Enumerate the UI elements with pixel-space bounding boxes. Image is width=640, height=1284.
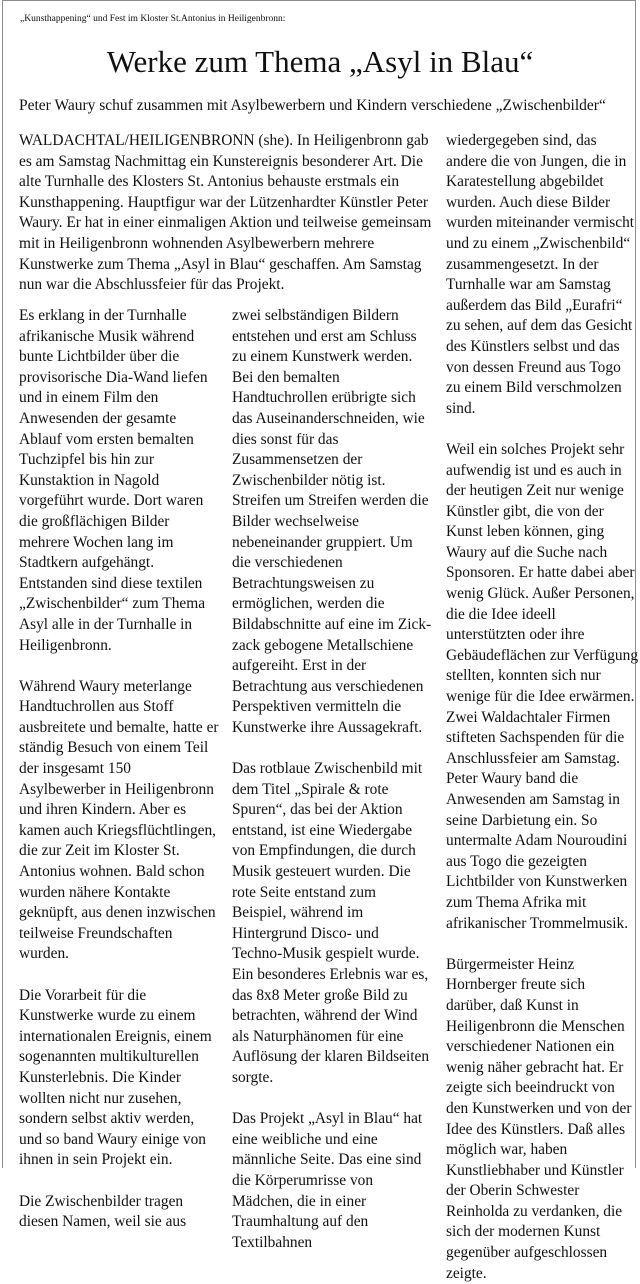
paragraph: Weil ein solches Projekt sehr aufwendig ist und es auch in der heutigen Zeit nur wenige Künstler gibt, die von der Kunst leben können, ging Waury auf die Suche nach Sponsoren. Er hatte dabei aber wenig Glück. Außer Personen, die die Idee ideell unterstützten oder ihre Gebäudeflächen zur Verfügung stellten, konnten sich nur wenige für die Idee erwärmen. Zwei Waldachtaler Firmen stifteten Sachspenden für die Anschlussfeier am Samstag. Peter Waury band die Anwesenden am Samstag in seine Darbietung ein. So untermalte Adam Nouroudini aus Togo die gezeigten Lichtbilder von Kunstwerken zum Thema Afrika mit afrikanischer Trommelmusik. [446,440,639,932]
article-subheadline: Peter Waury schuf zusammen mit Asylbewerbern und Kindern verschiedene „Zwischenbilder“ [19,97,606,114]
column-3 [446,131,638,1284]
paragraph: Die Vorarbeit für die Kunstwerke wurde zu einem internationalen Ereignis, einem sogenannten multikulturellen Kunsterlebnis. Die Kinder wollten nicht nur zusehen, sondern selbst aktiv werden, und so band Waury einige von ihnen in sein Projekt ein. [19,986,212,1169]
column-2 [232,306,432,1253]
paragraph: Es erklang in der Turnhalle afrikanische Musik während bunte Lichtbilder über die provisorische Dia-Wand liefen und in einem Film den Anwesenden der gesamte Ablauf vom ersten bemalten Tuchzipfel bis hin zur Kunstaktion in Nagold vorgeführt wurde. Dort waren die großflächigen Bilder mehrere Wochen lang im Stadtkern aufgehängt. Entstanden sind diese textilen „Zwischenbilder“ zum Thema Asyl alle in der Turnhalle in Heiligenbronn. [19,307,208,654]
lead-text: WALDACHTAL/HEILIGENBRONN (she). In Heiligenbronn gab es am Samstag Nachmittag ein Kunstereignis besonderer Art. Die alte Turnhalle des Klosters St. Antonius behauste erstmals ein Kunsthappening. Hauptfigur war der Lützenhardter Künstler Peter Waury. Er hat in einer einmaligen Aktion und teilweise gemeinsam mit in Heiligenbronn wohnenden Asylbewerbern mehrere Kunstwerke zum Thema „Asyl in Blau“ geschaffen. Am Samstag nun war die Abschlussfeier für das Projekt. [19,132,432,294]
paragraph: Bürgermeister Heinz Hornberger freute sich darüber, daß Kunst in Heiligenbronn die Menschen verschiedener Nationen ein wenig näher gebracht hat. Er zeigte sich beeindruckt von den Kunstwerken und von der Idee des Künstlers. Daß alles möglich war, haben Kunstliebhaber und Künstler der Oberin Schwester Reinholda zu verdanken, die sich der modernen Kunst gegenüber aufgeschlossen zeigte. [446,955,632,1282]
column-1 [19,306,219,1233]
paragraph: Das rotblaue Zwischenbild mit dem Titel „Spirale & rote Spuren“, das bei der Aktion entstand, ist eine Wiedergabe von Empfindungen, die durch Musik gesteuert wurden. Die rote Seite entstand zum Beispiel, während im Hintergrund Disco- und Techno-Musik gespielt wurde. Ein besonderes Erlebnis war es, das 8x8 Meter große Bild zu betrachten, während der Wind als Naturphänomen für eine Auflösung der klaren Bildseiten sorgte. [232,760,430,1086]
paragraph: Das Projekt „Asyl in Blau“ hat eine weibliche und eine männliche Seite. Das eine sind die Körperumrisse von Mädchen, die in einer Traumhaltung auf den Textilbahnen [232,1110,423,1251]
article-kicker: „Kunsthappening“ und Fest im Kloster St.Antonius in Heiligenbronn: [20,14,286,24]
paragraph: zwei selbständigen Bildern entstehen und erst am Schluss zu einem Kunstwerk werden. Bei den bemalten Handtuchrollen erübrigte sich das Auseinanderschneiden, wie dies sonst für das Zusammensetzen der Zwischenbilder nötig ist. Streifen um Streifen werden die Bilder wechselweise nebeneinander gruppiert. Um die verschiedenen Betrachtungsweisen zu ermöglichen, werden die Bildabschnitte auf eine im Zick-zack gebogene Metallschiene aufgereiht. Erst in der Betrachtung aus verschiedenen Perspektiven vermitteln die Kunstwerke ihre Aussagekraft. [232,307,432,736]
paragraph: Während Waury meterlange Handtuchrollen aus Stoff ausbreitete und bemalte, hatte er ständig Besuch von einem Teil der insgesamt 150 Asylbewerber in Heiligenbronn und ihren Kindern. Aber es kamen auch Kriegsflüchtlingen, die zur Zeit im Kloster St. Antonius wohnen. Bald schon wurden nähere Kontakte geknüpft, aus denen inzwischen teilweise Freundschaften wurden. [19,677,219,963]
article-headline: Werke zum Thema „Asyl in Blau“ [106,44,534,79]
paragraph: Die Zwischenbilder tragen diesen Namen, weil sie aus [19,1192,187,1231]
paragraph: wiedergegeben sind, das andere die von Jungen, die in Karatestellung abgebildet wurden. Auch diese Bilder wurden miteinander vermischt und zu einem „Zwischenbild“ zusammengesetzt. In der Turnhalle war am Samstag außerdem das Bild „Eurafri“ zu sehen, auf dem das Gesicht des Künstlers selbst und das von dessen Freund aus Togo zu einem Bild verschmolzen sind. [446,132,635,417]
lead-paragraph [19,131,434,296]
